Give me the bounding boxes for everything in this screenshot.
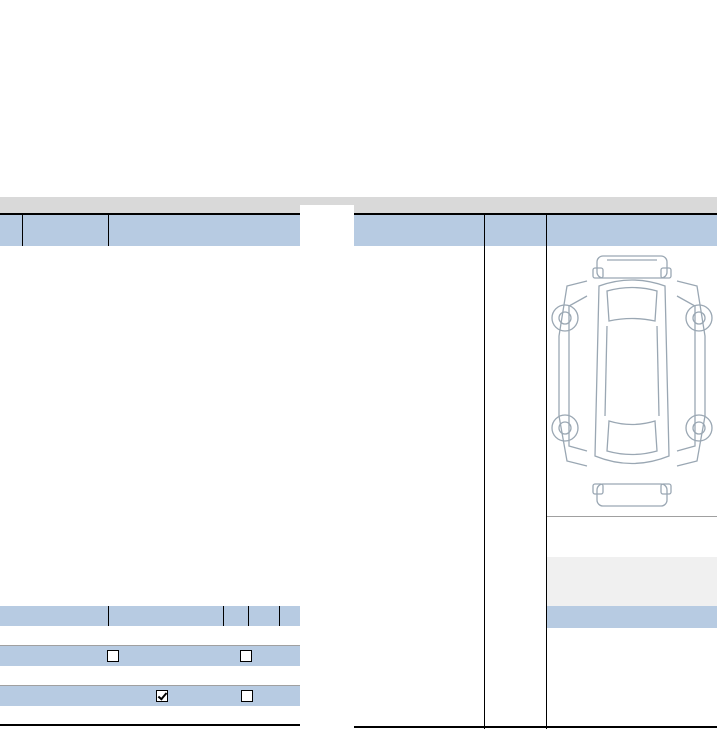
- divider: [484, 213, 485, 729]
- blank-column: [300, 205, 354, 729]
- vorne-checkbox[interactable]: [156, 690, 168, 702]
- table-header-left: [0, 213, 300, 246]
- table-header-right: [354, 213, 717, 246]
- winterreifen-row: [0, 626, 300, 646]
- divider: [108, 213, 109, 246]
- innenraum-input[interactable]: [547, 557, 717, 607]
- winter-eingelagert-checkbox[interactable]: [240, 650, 252, 662]
- innenraum-box: [547, 516, 717, 606]
- sommer-eingelagert-checkbox[interactable]: [107, 650, 119, 662]
- kosten-mfk-row: [0, 666, 300, 686]
- hinten-checkbox[interactable]: [241, 690, 253, 702]
- sommerreifen-row: [0, 606, 300, 626]
- bemerkungen-header: [547, 606, 717, 628]
- bottom-border: [354, 726, 717, 728]
- bremsen-row: [0, 686, 300, 706]
- servicekosten-row: [0, 706, 300, 726]
- section-separator: [0, 197, 717, 213]
- car-sketch-svg: [547, 246, 717, 516]
- divider: [22, 213, 23, 246]
- eingelagert-row: [0, 646, 300, 666]
- car-sketch[interactable]: [547, 246, 717, 516]
